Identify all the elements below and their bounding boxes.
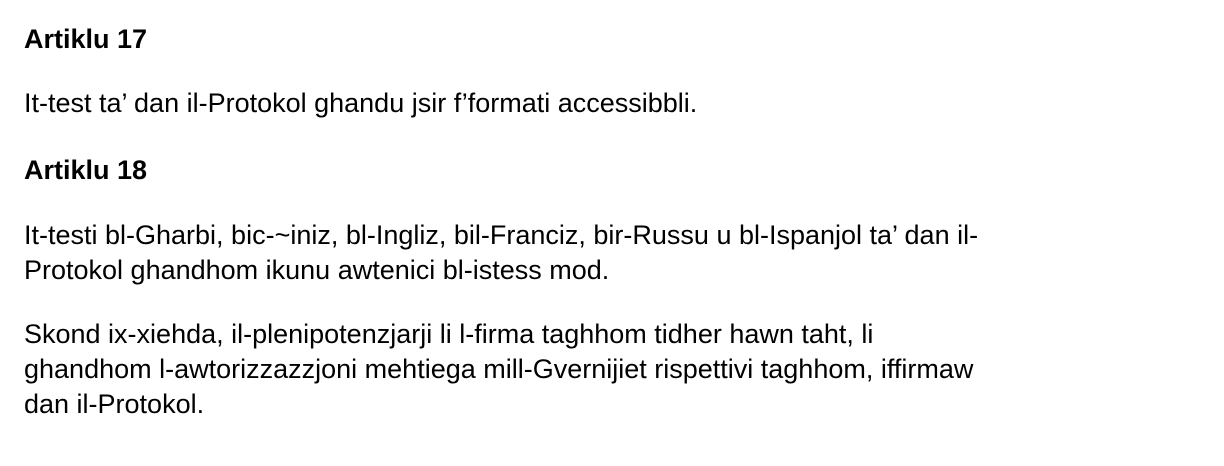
article-18-paragraph <box>24 218 1214 288</box>
paragraph-line: Protokol ghandhom ikunu awtenici bl-istess mod. <box>24 255 610 285</box>
paragraph-line: It-test ta’ dan il-Protokol ghandu jsir f’formati accessibbli. <box>24 88 698 118</box>
paragraph-line: dan il-Protokol. <box>24 389 205 419</box>
article-17-paragraph <box>24 86 1214 121</box>
paragraph-line: Skond ix-xiehda, il-plenipotenzjarji li l-firma taghhom tidher hawn taht, li <box>24 319 874 349</box>
article-17-heading: Artiklu 17 <box>24 24 148 54</box>
article-18-heading: Artiklu 18 <box>24 155 148 185</box>
closing-paragraph <box>24 317 1214 422</box>
paragraph-line: ghandhom l-awtorizzazzjoni mehtiega mill-Gvernijiet rispettivi taghhom, iffirmaw <box>24 354 974 384</box>
paragraph-line: It-testi bl-Gharbi, bic-~iniz, bl-Ingliz, bil-Franciz, bir-Russu u bl-Ispanjol ta’ dan il- <box>24 220 979 250</box>
